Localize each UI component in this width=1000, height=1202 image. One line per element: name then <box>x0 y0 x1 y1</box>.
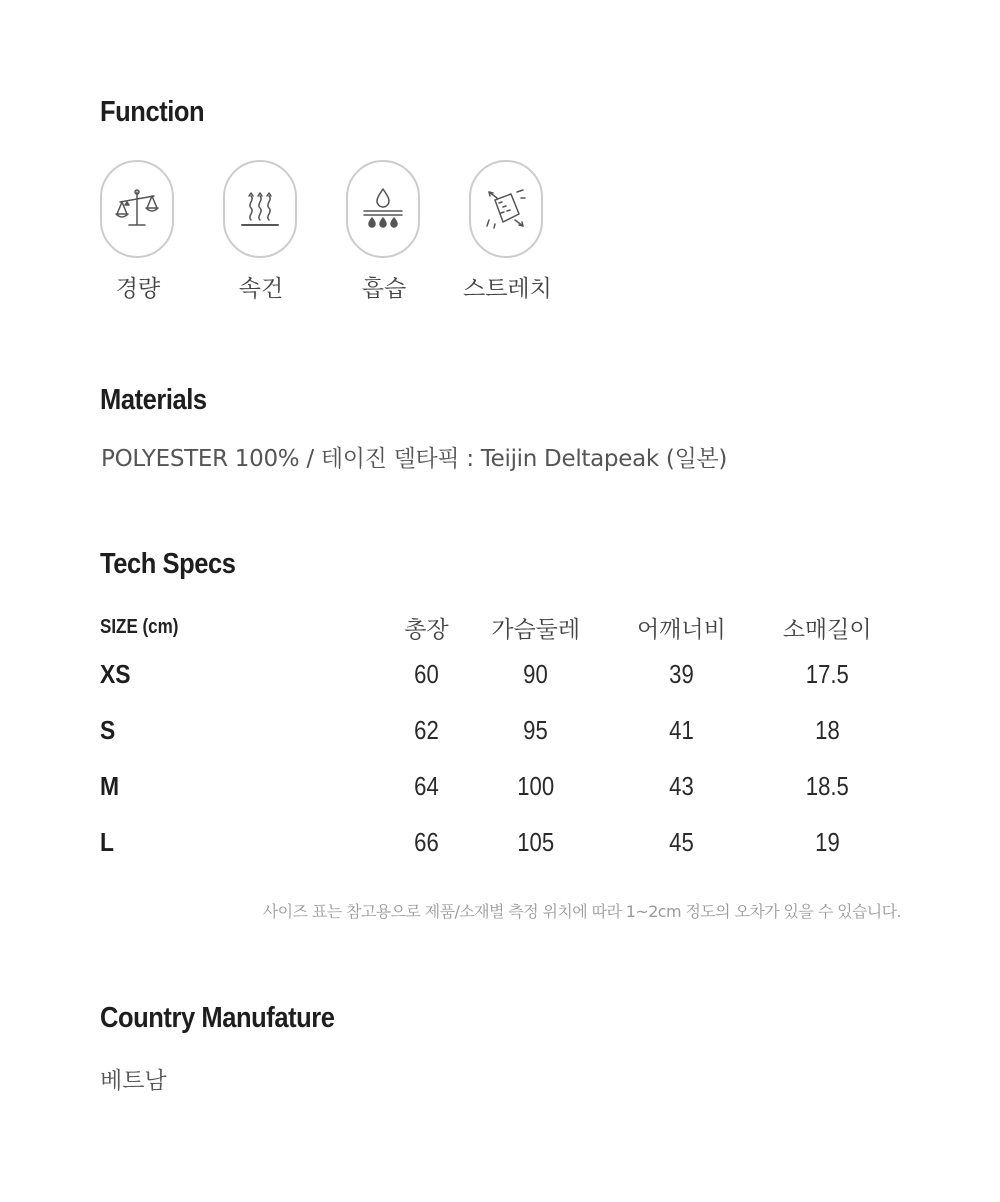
function-label: 경량 <box>115 276 161 302</box>
column-header: SIZE (cm) <box>100 615 179 638</box>
table-cell: 62 <box>414 714 439 745</box>
function-label: 스트레치 <box>463 276 552 302</box>
table-header-row <box>100 608 900 646</box>
function-badge <box>100 160 174 258</box>
function-item-lightweight <box>100 160 223 303</box>
function-label: 흡습 <box>361 276 407 302</box>
function-badge <box>346 160 420 258</box>
table-cell: 66 <box>414 826 439 857</box>
function-badge <box>223 160 297 258</box>
function-item-quick-dry <box>223 160 346 303</box>
table-cell: 90 <box>523 658 548 689</box>
function-item-moisture <box>346 160 469 303</box>
function-heading: Function <box>100 96 205 128</box>
table-row <box>100 646 900 702</box>
scale-icon <box>112 184 162 234</box>
column-header: 어깨너비 <box>636 616 726 643</box>
materials-heading: Materials <box>100 384 207 416</box>
function-badge <box>469 160 543 258</box>
table-row <box>100 758 900 814</box>
quick-dry-icon <box>235 184 285 234</box>
stretch-icon <box>481 184 531 234</box>
table-row <box>100 814 900 870</box>
materials-text: POLYESTER 100% / 테이진 델타픽 : Teijin Deltapeak (일본) <box>101 446 728 472</box>
table-cell: 64 <box>414 770 439 801</box>
country-text: 베트남 <box>100 1068 167 1094</box>
column-header: 총장 <box>404 616 449 643</box>
size-cell: S <box>100 714 116 745</box>
table-cell: 43 <box>669 770 694 801</box>
size-cell: XS <box>100 658 131 689</box>
table-cell: 41 <box>669 714 694 745</box>
table-cell: 45 <box>669 826 694 857</box>
table-row <box>100 702 900 758</box>
function-label: 속건 <box>238 276 284 302</box>
moisture-absorb-icon <box>358 184 408 234</box>
table-cell: 18.5 <box>805 770 849 801</box>
column-header: 소매길이 <box>782 616 872 643</box>
size-note: 사이즈 표는 참고용으로 제품/소재별 측정 위치에 따라 1~2cm 정도의 오차가 있을 수 있습니다. <box>262 902 901 921</box>
table-cell: 39 <box>669 658 694 689</box>
table-cell: 17.5 <box>805 658 849 689</box>
table-cell: 95 <box>523 714 548 745</box>
table-cell: 60 <box>414 658 439 689</box>
tech-specs-heading: Tech Specs <box>100 548 236 580</box>
function-icons <box>100 160 592 303</box>
table-cell: 105 <box>517 826 555 857</box>
table-cell: 100 <box>517 770 555 801</box>
column-header: 가슴둘레 <box>491 616 581 643</box>
size-table <box>100 608 900 870</box>
size-cell: M <box>100 770 120 801</box>
function-item-stretch <box>463 160 592 303</box>
size-cell: L <box>100 826 114 857</box>
country-heading: Country Manufature <box>100 1002 335 1034</box>
table-cell: 19 <box>814 826 840 857</box>
table-cell: 18 <box>814 714 840 745</box>
